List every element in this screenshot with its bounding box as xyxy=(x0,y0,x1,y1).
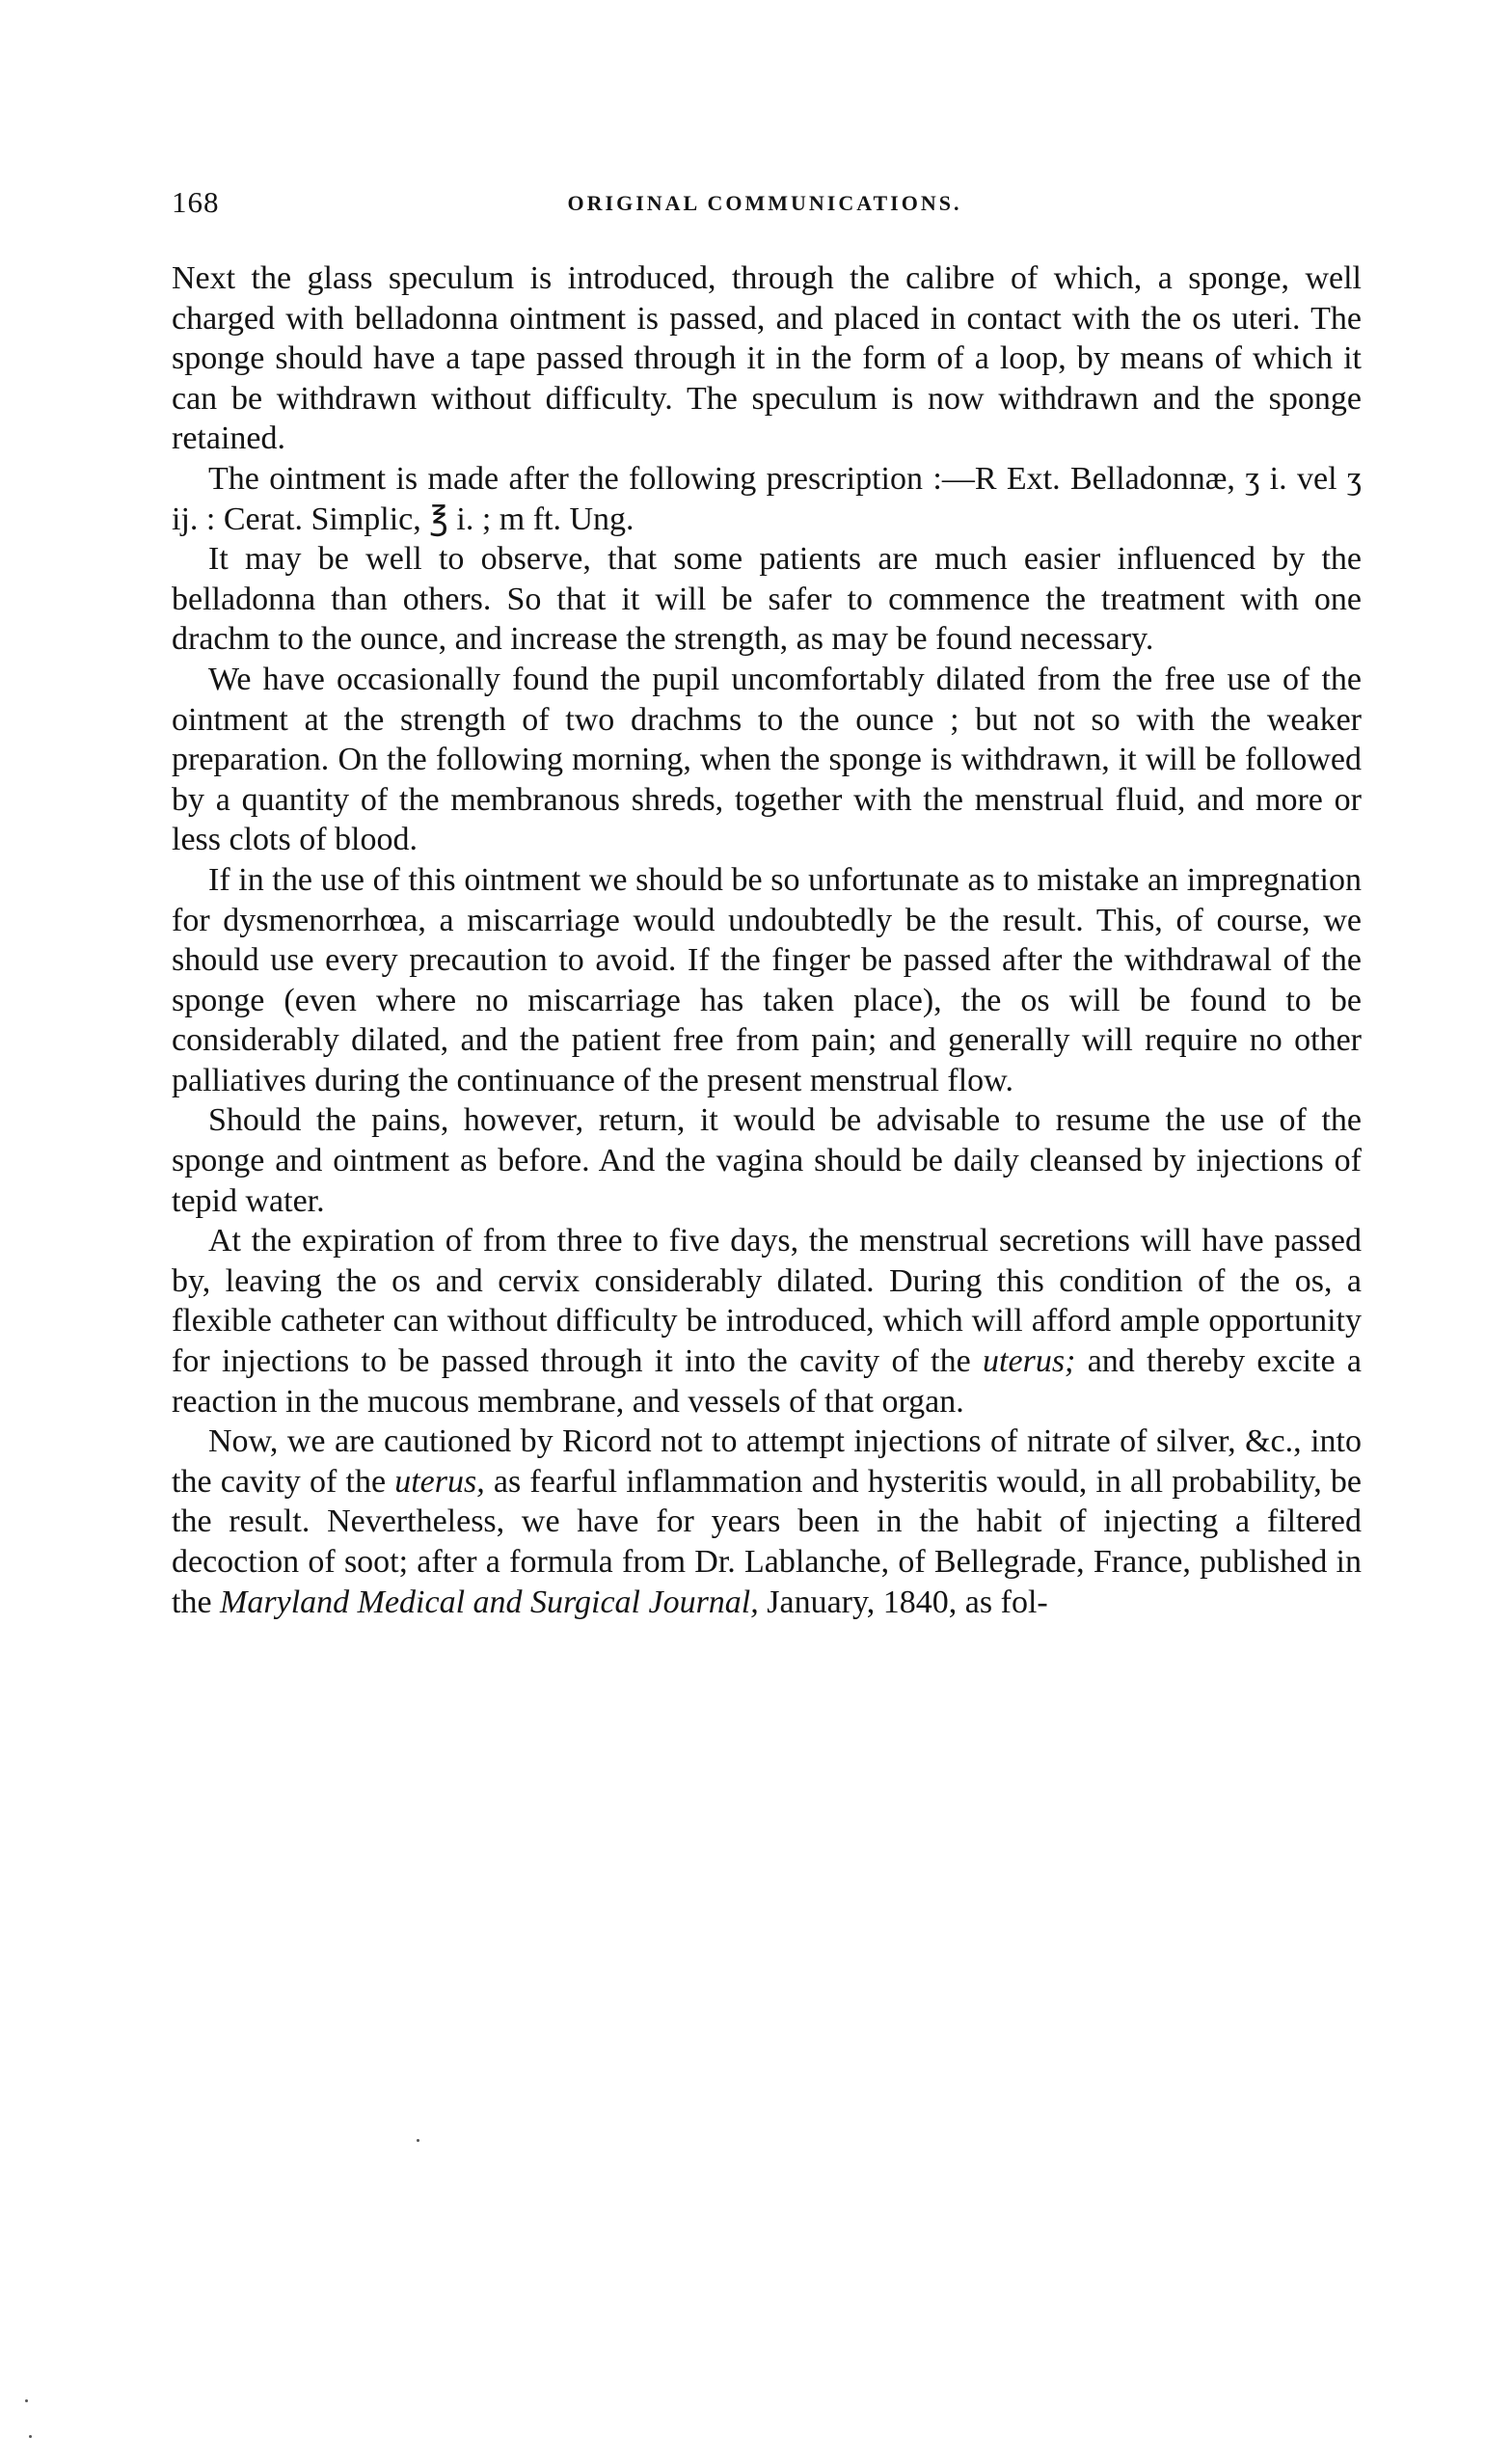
paragraph xyxy=(172,1221,1362,1422)
paragraph xyxy=(172,660,1362,860)
text-run: and thereby excite a reaction in the mucous membrane, and vessels of that organ. xyxy=(172,1343,1362,1420)
page-number: 168 xyxy=(172,185,220,219)
text-run: We have occasionally found the pupil uncomfortably dilated from the free use of the ointment at the strength of two drachms to the ounce ; but not so with the weaker preparation. On the following morning, when the sponge is withdrawn, it will be followed by a quantity of the membranous shreds, together with the menstrual fluid, and more or less clots of blood. xyxy=(172,661,1362,858)
text-run: If in the use of this ointment we should be so unfortunate as to mistake an impregnation for dysmenorrhœa, a miscarriage would undoubtedly be the result. This, of course, we should use every precaution to avoid. If the finger be passed after the withdrawal of the sponge (even where no miscarriage has taken place), the os will be found to be considerably dilated, and the patient free from pain; and generally will require no other palliatives during the continuance of the present menstrual flow. xyxy=(172,861,1362,1098)
italic-text: Maryland Medical and Surgical Journal, xyxy=(220,1584,759,1620)
text-run: as fearful inflammation and hysteritis would, in all probability, be the result. Nevertheless, we have for years been in the habit of injecting a filtered decoction of soot; after a formula from Dr. Lablanche, of Bellegrade, France, published in the xyxy=(172,1463,1362,1620)
paragraph xyxy=(172,860,1362,1101)
text-run: Now, we are cautioned by Ricord not to attempt injections of nitrate of silver, &c., into the cavity of the xyxy=(172,1423,1362,1500)
paragraph xyxy=(172,1422,1362,1622)
running-head: ORIGINAL COMMUNICATIONS. xyxy=(567,191,962,215)
ink-speck xyxy=(25,2399,28,2402)
paragraph xyxy=(172,1100,1362,1221)
italic-text: uterus, xyxy=(394,1463,485,1500)
paragraph xyxy=(172,258,1362,459)
body-text xyxy=(172,258,1362,1622)
text-run: January, 1840, as fol- xyxy=(758,1584,1048,1620)
text-run: Should the pains, however, return, it would be advisable to resume the use of the sponge and ointment as before. And the vagina should be daily cleansed by injections of tepid water. xyxy=(172,1102,1362,1219)
page-header xyxy=(172,185,1358,231)
text-run: It may be well to observe, that some patients are much easier influenced by the belladonna than others. So that it will be safer to commence the treatment with one drachm to the ounce, and increase the strength, as may be found necessary. xyxy=(172,541,1362,658)
ink-speck xyxy=(417,2139,419,2142)
text-run: The ointment is made after the following prescription :—R Ext. Belladonnæ, ʒ i. vel ʒ ij. : Cerat. Simplic, ℥ i. ; m ft. Ung. xyxy=(172,460,1362,537)
text-run: At the expiration of from three to five days, the menstrual secretions will have passed by, leaving the os and cervix considerably dilated. During this condition of the os, a flexible catheter can without difficulty be introduced, which will afford ample opportunity for injections to be passed through it into the cavity of the xyxy=(172,1223,1362,1380)
paragraph xyxy=(172,539,1362,660)
text-run: Next the glass speculum is introduced, through the calibre of which, a sponge, well charged with belladonna ointment is passed, and placed in contact with the os uteri. The sponge should have a tape passed through it in the form of a loop, by means of which it can be withdrawn without difficulty. The speculum is now withdrawn and the sponge retained. xyxy=(172,260,1362,457)
paragraph xyxy=(172,459,1362,539)
italic-text: uterus; xyxy=(983,1343,1076,1380)
ink-speck xyxy=(29,2435,32,2438)
